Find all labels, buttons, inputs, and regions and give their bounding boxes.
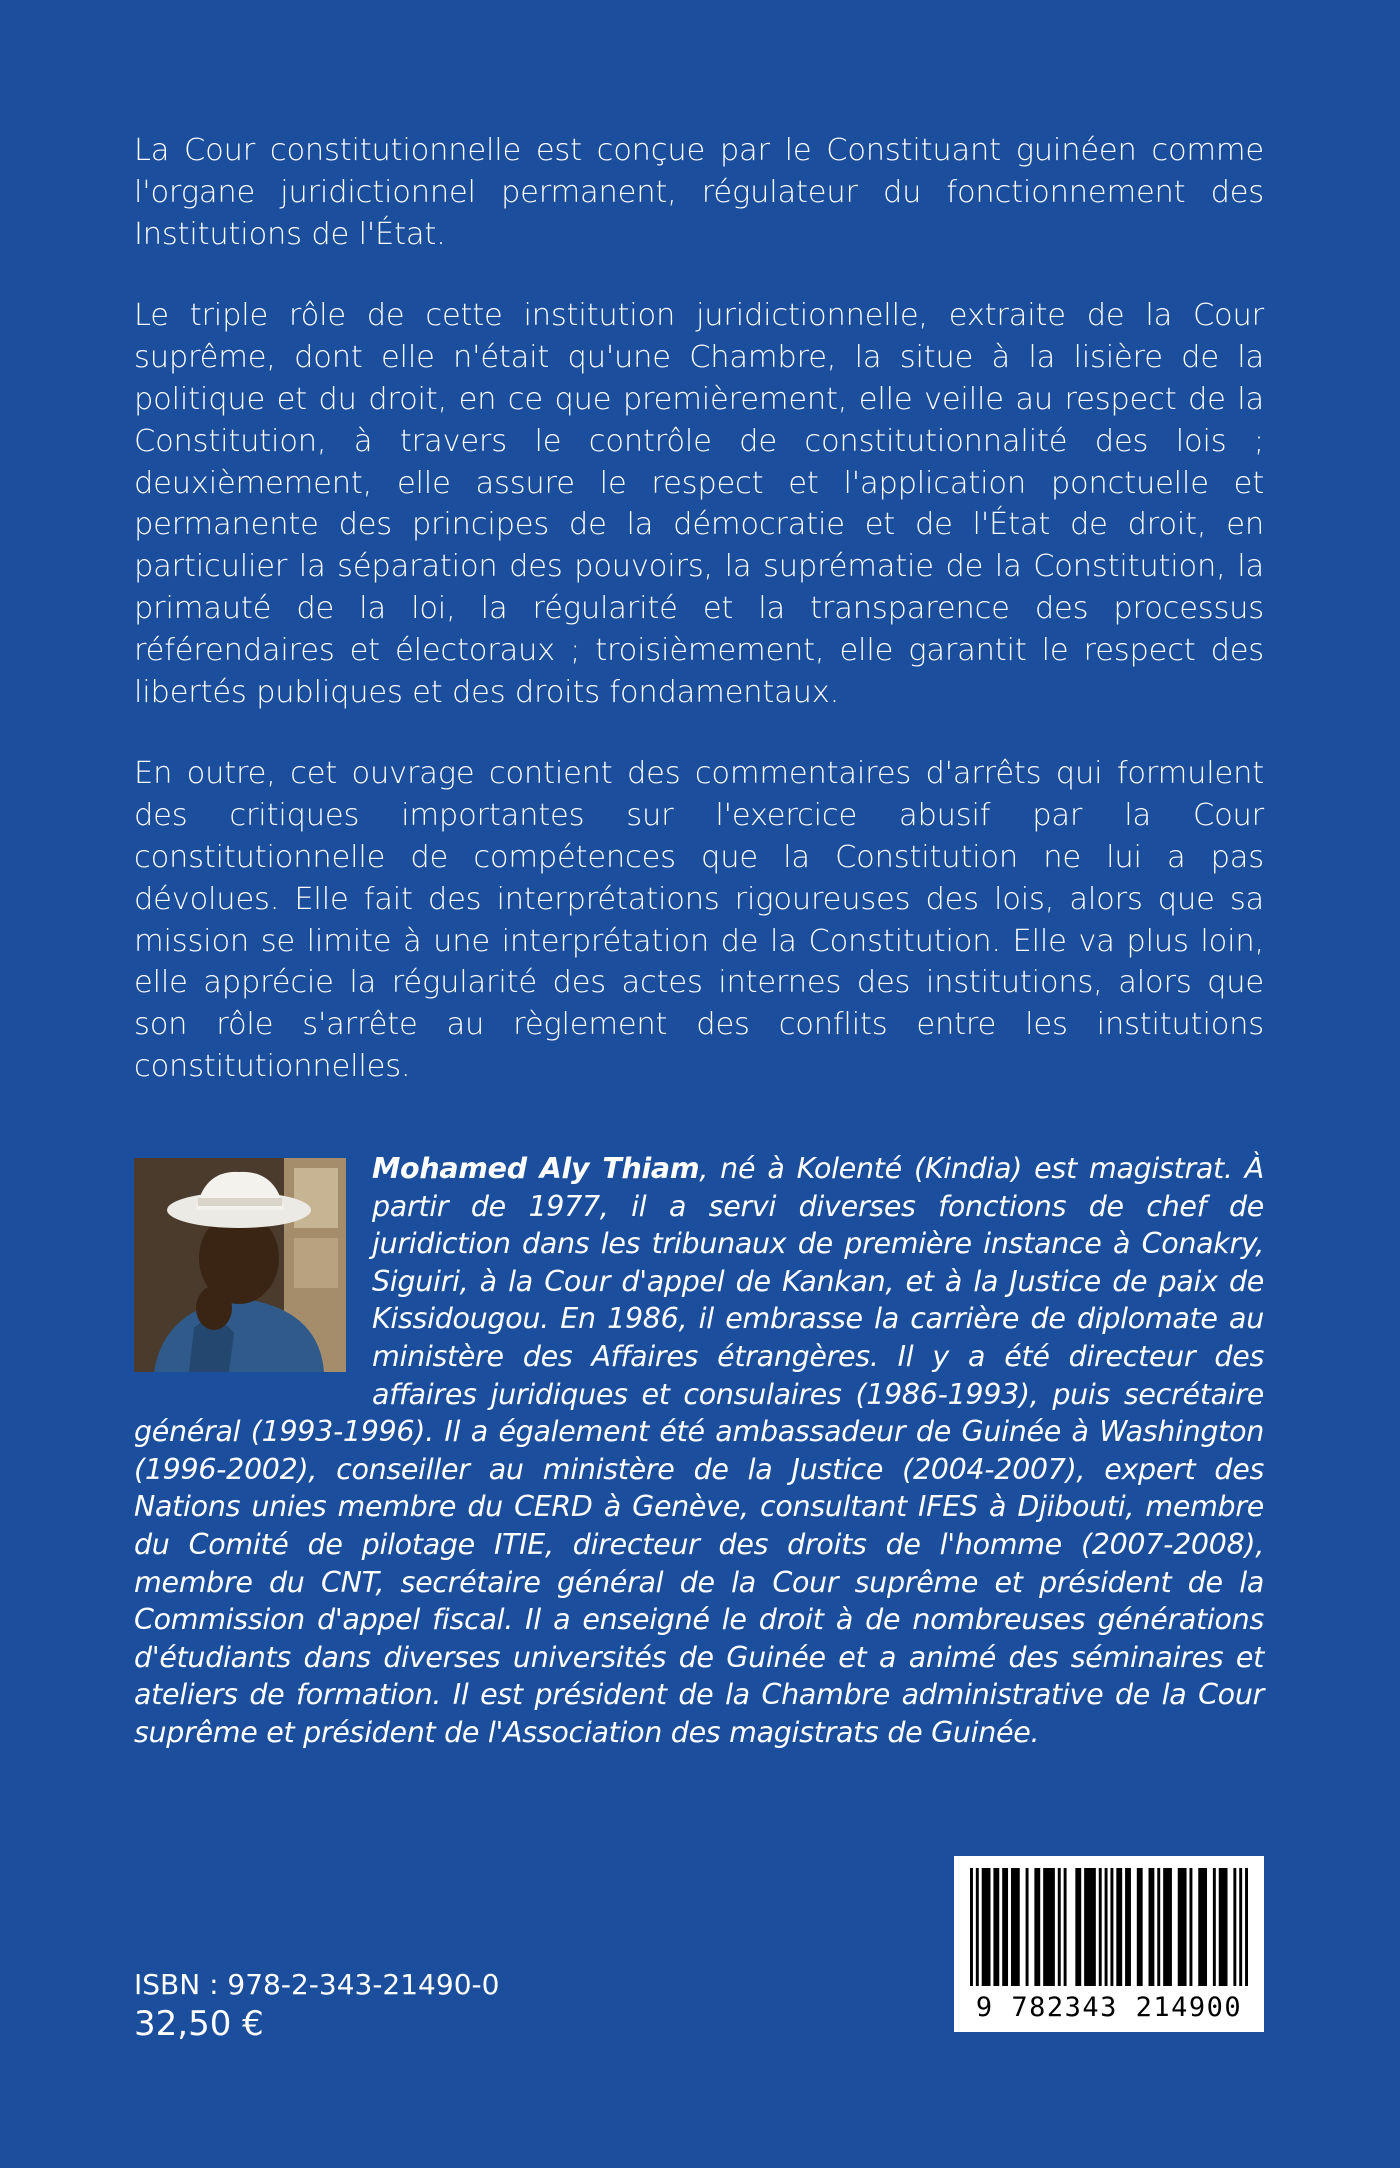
price: 32,50 € — [134, 2004, 264, 2044]
author-bio-text: , né à Kolenté (Kindia) est magistrat. À partir de 1977, il a servi diverses fonctions de chef de juridiction dans les tribunaux de première instance à Conakry, Siguiri, à la Cour d'appel de Kankan, et à la Justice de paix de Kissidougou. En 1986, il embrasse la carrière de diplomate au ministère des Affaires étrangères. Il y a été directeur des affaires juridiques et consulaires (1986-1993), puis secrétaire général (1993-1996). Il a également été ambassadeur de Guinée à Washington (1996-2002), conseiller au ministère de la Justice (2004-2007), expert des Nations unies membre du CERD à Genève, consultant IFES à Djibouti, membre du Comité de pilotage ITIE, directeur des droits de l'homme (2007-2008), membre du CNT, secrétaire général de la Cour suprême et président de la Commission d'appel fiscal. Il a enseigné le droit à de nombreuses générations d'étudiants dans diverses universités de Guinée et a animé des séminaires et ateliers de formation. Il est président de la Chambre administrative de la Cour suprême et président de l'Association des magistrats de Guinée. — [134, 1152, 1265, 1749]
barcode-digits: 9 782343 214900 — [975, 1992, 1243, 2023]
barcode-bar — [1099, 1868, 1102, 1986]
barcode-bar — [1011, 1868, 1020, 1986]
barcode-bar — [1058, 1868, 1061, 1986]
barcode-bar — [1233, 1868, 1236, 1986]
barcode-bar — [1149, 1868, 1155, 1986]
barcode-bar — [1002, 1868, 1008, 1986]
barcode-bar — [1189, 1868, 1192, 1986]
barcode-bar — [1163, 1868, 1172, 1986]
barcode-bar — [1125, 1868, 1131, 1986]
description — [134, 130, 1264, 1128]
author-photo — [134, 1158, 346, 1372]
barcode-bar — [1245, 1868, 1248, 1986]
barcode-bar — [982, 1868, 991, 1986]
description-paragraph-1: La Cour constitutionnelle est conçue par le Constituant guinéen comme l'organe juridictionnel permanent, régulateur du fonctionnement des Institutions de l'État. — [134, 133, 1264, 252]
barcode-bar — [1043, 1868, 1055, 1986]
description-paragraph-3: En outre, cet ouvrage contient des commentaires d'arrêts qui formulent des critiques importantes sur l'exercice abusif par la Cour constitutionnelle de compétences que la Constitution ne lui a pas dévolues. Elle fait des interprétations rigoureuses des lois, alors que sa mission se limite à une interprétation de la Constitution. Elle va plus loin, elle apprécie la régularité des actes internes des institutions, alors que son rôle s'arrête au règlement des conflits entre les institutions constitutionnelles. — [134, 756, 1264, 1084]
barcode-bar — [1105, 1868, 1108, 1986]
author-section — [134, 1150, 1264, 1752]
barcode-bar — [1084, 1868, 1096, 1986]
barcode-bar — [1198, 1868, 1207, 1986]
barcode-bar — [1064, 1868, 1067, 1986]
barcode-bar — [993, 1868, 999, 1986]
barcode-bar — [1116, 1868, 1122, 1986]
barcode — [954, 1856, 1264, 2032]
barcode-bar — [1178, 1868, 1187, 1986]
barcode-bar — [970, 1868, 973, 1986]
barcode-bar — [1239, 1868, 1242, 1986]
barcode-bar — [1137, 1868, 1143, 1986]
author-name: Mohamed Aly Thiam — [372, 1152, 700, 1185]
barcode-bar — [1110, 1868, 1113, 1986]
barcode-bar — [1075, 1868, 1081, 1986]
barcode-bar — [1213, 1868, 1216, 1986]
isbn: ISBN : 978-2-343-21490-0 — [134, 1968, 500, 2001]
author-portrait-icon — [134, 1158, 346, 1372]
barcode-bar — [1157, 1868, 1160, 1986]
barcode-bar — [1026, 1868, 1029, 1986]
description-paragraph-2: Le triple rôle de cette institution juridictionnelle, extraite de la Cour suprême, dont elle n'était qu'une Chambre, la situe à la lisière de la politique et du droit, en ce que premièrement, elle veille au respect de la Constitution, à travers le contrôle de constitutionnalité des lois ; deuxièmement, elle assure le respect et l'application ponctuelle et permanente des principes de la démocratie et de l'État de droit, en particulier la séparation des pouvoirs, la suprématie de la Constitution, la primauté de la loi, la régularité et la transparence des processus référendaires et électoraux ; troisièmement, elle garantit le respect des libertés publiques et des droits fondamentaux. — [134, 298, 1264, 710]
barcode-bar — [1034, 1868, 1040, 1986]
barcode-bar — [976, 1868, 979, 1986]
barcode-bar — [1219, 1868, 1228, 1986]
